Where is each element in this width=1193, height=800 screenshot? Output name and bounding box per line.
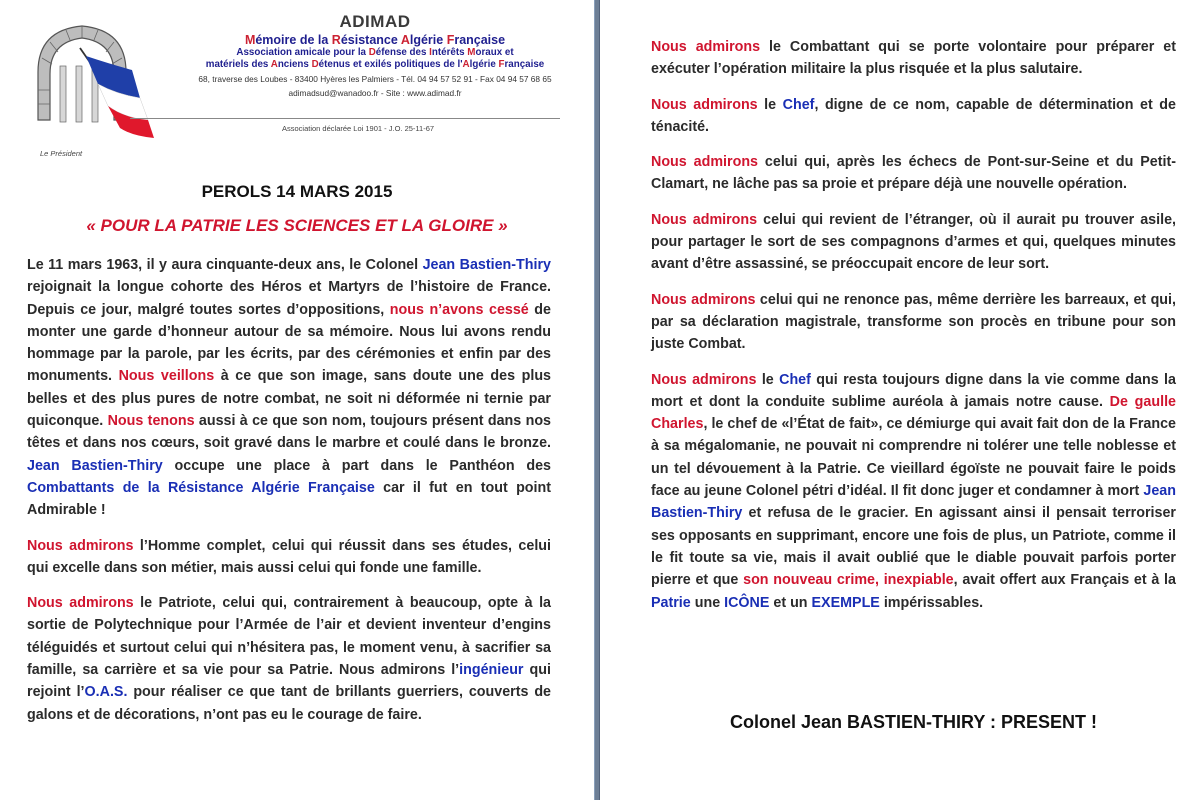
org-contact: adimadsud@wanadoo.fr - Site : www.adimad.fr <box>288 88 462 98</box>
arch-and-french-flag-logo <box>20 20 180 138</box>
text-run: celui qui ne renonce pas, même derrière les barreaux, et qui, par sa déclaration magistrale, transforme son procès en tribune pour son juste Combat. <box>651 291 1176 353</box>
text-run: , digne de ce nom, capable de détermination et de ténacité. <box>651 96 1176 135</box>
highlighted-text: De gaulle Charles <box>651 393 1176 433</box>
text-run: qui resta toujours digne dans la vie comme dans la mort et dont la conduite sublime auréola à jamais notre cause. <box>651 371 1176 410</box>
left-column-text <box>27 254 551 739</box>
text-run: et refusa de le gracier. En agissant ainsi il pensait terroriser ses opposants en supprimant, encore une fois de plus, un Patriote, comme il le fit toute sa vie, mais il avait oublié que le diable pouvait parfois porter pierre et que <box>651 505 1176 589</box>
highlighted-text: O.A.S. <box>84 684 128 701</box>
text-run: celui qui revient de l’étranger, où il aurait pu trouver asile, pour partager le sort de ses compagnons d’armes et qui, quelques minutes avant d’être assassiné, se préoccupait encore de leur sort. <box>651 211 1176 273</box>
closing-line: Colonel Jean BASTIEN-THIRY : PRESENT ! <box>729 712 1098 732</box>
highlighted-text: Nous veillons <box>118 368 215 385</box>
paragraph <box>651 289 1176 356</box>
text-run: de monter une garde d’honneur autour de sa mémoire. Nous lui avons rendu hommage par la parole, par les écrits, par des cérémonies et enfin par des monuments. <box>27 301 551 385</box>
association-declaration: Association déclarée Loi 1901 - J.O. 25-11-67 <box>282 124 435 133</box>
paragraph <box>27 535 551 580</box>
text-run: l’Homme complet, celui qui réussit dans ses études, celui qui excelle dans son métier, mais aussi celui qui fonde une famille. <box>27 537 551 576</box>
paragraph <box>651 369 1176 614</box>
highlighted-text: Chef <box>782 96 815 113</box>
text-run: , avait offert aux Français et à la <box>953 572 1176 589</box>
highlighted-text: Nous admirons <box>651 39 761 55</box>
page-left <box>0 0 594 800</box>
highlighted-text: ingénieur <box>459 662 524 679</box>
letterhead-divider <box>130 118 560 119</box>
text-run: occupe une place à part dans le Panthéon des <box>162 457 551 474</box>
text-run: impérissables. <box>879 594 984 611</box>
highlighted-text: Jean Bastien-Thiry <box>27 457 163 474</box>
paragraph <box>651 151 1176 196</box>
text-run: le <box>756 371 780 388</box>
letterhead <box>20 12 560 162</box>
text-run: le <box>757 96 783 113</box>
highlighted-text: Nous admirons <box>651 291 756 308</box>
text-run: à ce que son image, sans doute une des plus belles et des plus pures de notre combat, ne soit ni déformée ni ternie par quiconque. <box>27 368 551 430</box>
highlighted-text: ICÔNE <box>724 594 770 611</box>
document-motto: « POUR LA PATRIE LES SCIENCES ET LA GLOIRE » <box>86 216 508 235</box>
highlighted-text: Combattants de la Résistance Algérie Française <box>27 479 375 496</box>
highlighted-text: Nous admirons <box>651 96 758 113</box>
text-run: une <box>690 594 725 611</box>
text-run: et un <box>769 594 812 611</box>
text-run: car il fut en tout point Admirable ! <box>27 479 551 519</box>
highlighted-text: Jean Bastien-Thiry <box>651 483 1176 522</box>
letterhead-text <box>185 12 565 99</box>
text-run: , le chef de «l’État de fait», ce démiurge qui avait fait don de la France à sa mégalomanie, ne pouvait ni comprendre ni tolérer une telle noblesse et un tel dévouement à la Patrie. Ce vieillard égoïste ne pouvait faire le poids face au jeune Colonel pétri d’idéal. Il fit donc juger et condamner à mort <box>651 416 1176 500</box>
paragraph <box>27 254 551 522</box>
highlighted-text: Nous admirons <box>651 371 757 388</box>
org-address: 68, traverse des Loubes - 83400 Hyères les Palmiers - Tél. 04 94 57 52 91 - Fax 04 94 57 68 65 <box>198 74 552 84</box>
highlighted-text: Nous admirons <box>27 537 134 554</box>
highlighted-text: Jean Bastien-Thiry <box>422 257 551 273</box>
text-run: rejoignait la longue cohorte des Héros et Martyrs de l’histoire de France. Depuis ce jour, malgré toutes sortes d’oppositions, <box>27 279 551 318</box>
paragraph <box>651 36 1176 81</box>
highlighted-text: nous n’avons cessé <box>389 301 529 318</box>
right-column-text <box>651 36 1176 627</box>
paragraph <box>27 592 551 726</box>
text-run: qui rejoint l’ <box>27 662 551 701</box>
org-subtitle: Mémoire de la Résistance Algérie Française <box>244 33 506 47</box>
text-run: Le 11 mars 1963, il y aura cinquante-deux ans, le Colonel <box>27 257 423 273</box>
president-label: Le Président <box>40 149 83 158</box>
highlighted-text: Chef <box>779 371 811 388</box>
text-run: celui qui, après les échecs de Pont-sur-Seine et du Petit-Clamart, ne lâche pas sa proie et prépare déjà une nouvelle opération. <box>651 154 1176 193</box>
org-description-line: Association amicale pour la Défense des Intérêts Moraux et <box>236 47 514 58</box>
highlighted-text: son nouveau crime, inexpiable <box>743 572 954 589</box>
text-run: le Combattant qui se porte volontaire pour préparer et exécuter l’opération militaire la plus risquée et la plus salutaire. <box>651 39 1176 78</box>
org-name: ADIMAD <box>339 12 411 31</box>
highlighted-text: Nous admirons <box>651 154 759 171</box>
highlighted-text: Nous tenons <box>107 413 195 430</box>
highlighted-text: Patrie <box>651 594 691 611</box>
highlighted-text: Nous admirons <box>651 211 758 228</box>
text-run: le Patriote, celui qui, contrairement à beaucoup, opte à la sortie de Polytechnique pour l’Armée de l’air et devient inventeur d’engins téléguidés et surtout celui qui n’hésitera pas, le moment venu, à sacrifier sa famille, sa carrière et sa vie pour sa Patrie. Nous admirons l’ <box>27 595 551 679</box>
highlighted-text: Nous admirons <box>27 595 134 612</box>
document-title: PEROLS 14 MARS 2015 <box>201 182 393 201</box>
org-description-line: matériels des Anciens Détenus et exilés politiques de l'Algérie Française <box>205 59 545 70</box>
highlighted-text: EXEMPLE <box>811 594 880 611</box>
paragraph <box>651 209 1176 276</box>
text-run: pour réaliser ce que tant de brillants guerriers, couverts de galons et de décorations, n’ont pas eu le courage de faire. <box>27 684 552 723</box>
paragraph <box>651 94 1176 139</box>
text-run: aussi à ce que son nom, toujours présent dans nos têtes et dans nos cœurs, soit gravé dans le marbre et coulé dans le bronze. <box>27 413 552 452</box>
